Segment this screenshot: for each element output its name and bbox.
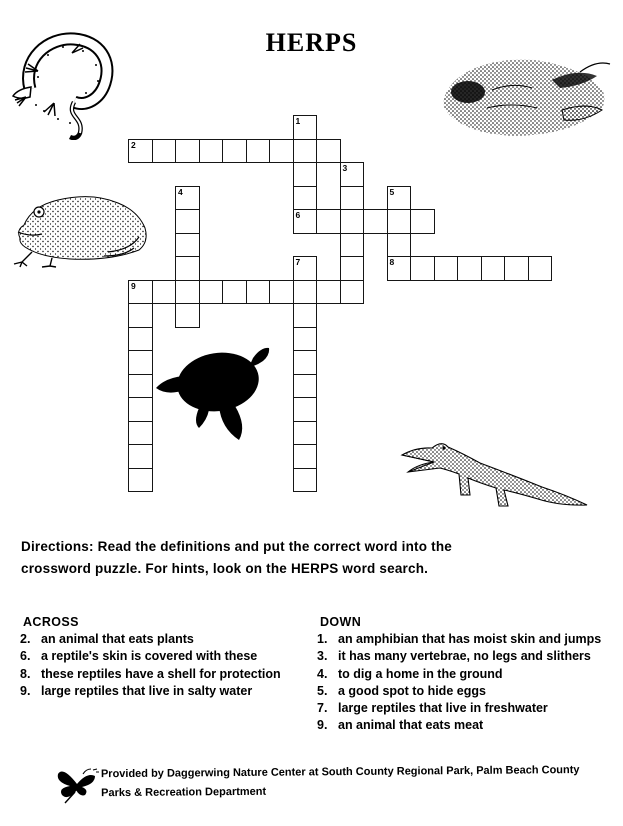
crossword-cell[interactable] [199, 280, 224, 305]
crossword-cell[interactable] [128, 139, 153, 164]
clue-number-in-grid: 4 [178, 186, 183, 197]
crossword-cell[interactable] [457, 256, 482, 281]
clue-item [317, 717, 617, 734]
crossword-cell[interactable] [340, 209, 365, 234]
crossword-cell[interactable] [434, 256, 459, 281]
crossword-cell[interactable] [222, 139, 247, 164]
crossword-cell[interactable] [340, 233, 365, 258]
clue-text: large reptiles that live in salty water [41, 683, 253, 698]
clue-item [20, 683, 312, 700]
crossword-cell[interactable] [410, 256, 435, 281]
crossword-cell[interactable] [316, 209, 341, 234]
sea-turtle-illustration [155, 342, 290, 444]
clue-number-in-grid: 6 [295, 210, 301, 220]
clue-number: 3. [317, 649, 328, 664]
crossword-cell[interactable] [199, 139, 224, 164]
crossword-cell[interactable] [293, 350, 318, 375]
clue-item [317, 683, 617, 700]
crossword-cell[interactable] [293, 256, 318, 281]
clue-number-in-grid: 8 [389, 257, 395, 267]
down-clues [317, 614, 617, 734]
crossword-cell[interactable] [340, 280, 365, 305]
crossword-cell[interactable] [175, 186, 200, 211]
crossword-cell[interactable] [246, 139, 271, 164]
crossword-cell[interactable] [152, 139, 177, 164]
crossword-cell[interactable] [293, 209, 318, 234]
clue-text: an animal that eats meat [338, 718, 484, 733]
crossword-cell[interactable] [128, 374, 153, 399]
toad-illustration [432, 50, 612, 152]
crossword-cell[interactable] [246, 280, 271, 305]
clue-number-in-grid: 1 [295, 116, 301, 126]
clue-number: 8. [20, 666, 31, 681]
clue-number: 7. [317, 701, 328, 716]
crossword-cell[interactable] [293, 374, 318, 399]
clue-number: 2. [20, 632, 31, 647]
crossword-cell[interactable] [293, 397, 318, 422]
crossword-cell[interactable] [293, 280, 318, 305]
crossword-cell[interactable] [128, 327, 153, 352]
crossword-cell[interactable] [387, 209, 412, 234]
clue-number-in-grid: 5 [389, 186, 395, 197]
crossword-cell[interactable] [481, 256, 506, 281]
crossword-cell[interactable] [128, 468, 153, 493]
clue-item [317, 700, 617, 717]
clue-text: to dig a home in the ground [338, 666, 503, 681]
crossword-cell[interactable] [269, 280, 294, 305]
crossword-cell[interactable] [387, 256, 412, 281]
footer-credit [101, 761, 601, 803]
crossword-cell[interactable] [293, 186, 318, 211]
crossword-cell[interactable] [293, 115, 318, 140]
clue-text: it has many vertebrae, no legs and slithers [338, 649, 591, 664]
crossword-cell[interactable] [128, 303, 153, 328]
crossword-cell[interactable] [222, 280, 247, 305]
clue-number: 9. [317, 718, 328, 733]
butterfly-logo-icon [55, 762, 103, 806]
crossword-cell[interactable] [340, 162, 365, 187]
crossword-cell[interactable] [340, 256, 365, 281]
across-header: ACROSS [23, 615, 79, 629]
clue-number: 5. [317, 683, 328, 698]
clue-item [317, 648, 617, 665]
crossword-cell[interactable] [152, 280, 177, 305]
crossword-cell[interactable] [293, 162, 318, 187]
clue-text: an amphibian that has moist skin and jumps [338, 632, 602, 647]
crossword-cell[interactable] [340, 186, 365, 211]
frog-illustration [12, 190, 152, 268]
crossword-cell[interactable] [387, 186, 412, 211]
clue-number-in-grid: 7 [295, 257, 301, 267]
clue-text: a good spot to hide eggs [338, 683, 486, 698]
footer-line1: Provided by Daggerwing Nature Center at South County Regional Park, Palm Beach County [100, 764, 580, 781]
across-clues [20, 614, 312, 700]
alligator-illustration [400, 427, 590, 515]
clue-item [20, 631, 312, 648]
page-title: HERPS [265, 28, 358, 57]
clue-text: large reptiles that live in freshwater [338, 701, 548, 716]
crossword-cell[interactable] [128, 397, 153, 422]
down-header: DOWN [320, 615, 362, 629]
clue-item [317, 666, 617, 683]
crossword-cell[interactable] [293, 468, 318, 493]
clue-text: these reptiles have a shell for protection [41, 666, 281, 681]
crossword-cell[interactable] [528, 256, 553, 281]
clue-number-in-grid: 3 [342, 163, 348, 173]
crossword-cell[interactable] [175, 256, 200, 281]
crossword-cell[interactable] [363, 209, 388, 234]
clue-number: 4. [317, 666, 328, 681]
crossword-cell[interactable] [175, 303, 200, 328]
down-list [317, 631, 617, 734]
crossword-cell[interactable] [128, 280, 153, 305]
clue-text: an animal that eats plants [41, 632, 194, 647]
clue-item [317, 631, 617, 648]
crossword-cell[interactable] [387, 233, 412, 258]
crossword-cell[interactable] [293, 327, 318, 352]
clue-number: 9. [20, 683, 31, 698]
clue-number: 1. [317, 632, 328, 647]
crossword-cell[interactable] [293, 303, 318, 328]
clue-item [20, 648, 312, 665]
crossword-cell[interactable] [175, 233, 200, 258]
crossword-cell[interactable] [293, 444, 318, 469]
directions-text: Directions: Read the definitions and put the correct word into the crossword puzzle. For hints, look on the HERPS word search. [21, 539, 452, 576]
crossword-cell[interactable] [128, 350, 153, 375]
crossword-cell[interactable] [316, 139, 341, 164]
crossword-cell[interactable] [175, 209, 200, 234]
crossword-cell[interactable] [128, 421, 153, 446]
crossword-cell[interactable] [293, 421, 318, 446]
clue-number: 6. [20, 649, 31, 664]
footer-line2: Parks & Recreation Department [101, 785, 267, 800]
clue-number-in-grid: 2 [131, 139, 136, 150]
clue-number-in-grid: 9 [131, 280, 136, 291]
crossword-cell[interactable] [269, 139, 294, 164]
clue-text: a reptile's skin is covered with these [41, 649, 258, 664]
crossword-cell[interactable] [175, 280, 200, 305]
salamander-illustration [8, 25, 123, 140]
across-list [20, 631, 312, 700]
crossword-cell[interactable] [504, 256, 529, 281]
crossword-cell[interactable] [410, 209, 435, 234]
crossword-cell[interactable] [175, 139, 200, 164]
clue-item [20, 666, 312, 683]
crossword-cell[interactable] [293, 139, 318, 164]
crossword-cell[interactable] [128, 444, 153, 469]
crossword-cell[interactable] [316, 280, 341, 305]
